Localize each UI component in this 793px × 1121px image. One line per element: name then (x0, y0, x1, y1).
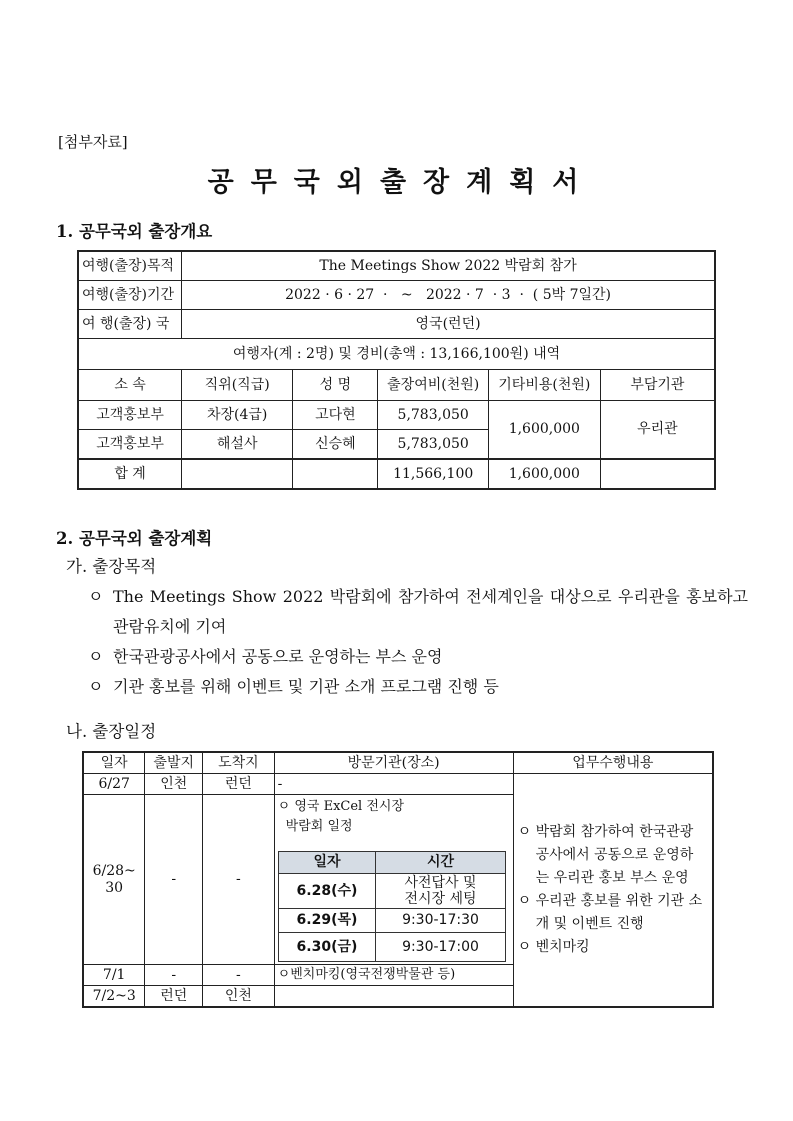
country-value: 영국(런던) (182, 310, 715, 339)
list-item (518, 821, 706, 890)
col-visit: 방문기관(장소) (274, 752, 513, 774)
bullet-mark: ㅇ (517, 893, 532, 909)
bullet-text: The Meetings Show 2022 박람회에 참가하여 전세계인을 대상으로 우리관을 홍보하고 관람유치에 기여 (113, 587, 748, 636)
col-payer: 부담기관 (600, 370, 715, 401)
table-row (78, 401, 715, 430)
bullet-text: 한국관광공사에서 공동으로 운영하는 부스 운영 (113, 647, 443, 666)
purpose-row (78, 251, 715, 281)
bullet-mark: ㅇ (517, 939, 532, 955)
cell-position: 차장(4급) (182, 401, 293, 430)
section2-heading: 2. 공무국외 출장계획 (56, 529, 213, 548)
cell-from: - (145, 795, 203, 965)
traveler-summary: 여행자(계 : 2명) 및 경비(총액 : 13,166,100원) 내역 (78, 339, 715, 370)
cell-travel-cost: 5,783,050 (378, 401, 488, 430)
cell-name: 고다현 (293, 401, 378, 430)
expo-date: 6.29(목) (278, 909, 376, 933)
col-dept: 소 속 (78, 370, 182, 401)
bullet-mark: ㅇ (88, 647, 104, 666)
cell-to: - (203, 795, 275, 965)
cell-to: 런던 (203, 774, 275, 795)
subsection-schedule: 나. 출장일정 (66, 722, 157, 741)
overview-table (77, 250, 716, 490)
table-row (278, 874, 505, 909)
expo-header-row (278, 852, 505, 874)
purpose-label: 여행(출장)목적 (78, 251, 182, 281)
column-header-row (78, 370, 715, 401)
cell-dept: 고객홍보부 (78, 430, 182, 460)
section1-heading: 1. 공무국외 출장개요 (56, 222, 213, 241)
col-other-cost: 기타비용(천원) (488, 370, 600, 401)
expo-time: 9:30-17:00 (376, 933, 505, 962)
country-row (78, 310, 715, 339)
table-row (278, 933, 505, 962)
schedule-table (82, 751, 714, 1008)
work-text: 벤치마킹 (535, 939, 590, 955)
visit-subtitle: 박람회 일정 (285, 819, 353, 834)
cell-from: 인천 (145, 774, 203, 795)
cell-to: - (203, 965, 275, 986)
cell-visit (274, 986, 513, 1008)
bullet-mark: ㅇ (517, 824, 532, 840)
document-title: 공무국외출장계획서 (207, 167, 596, 198)
schedule-header-row (83, 752, 713, 774)
total-travel-cost: 11,566,100 (378, 459, 488, 489)
purpose-value: The Meetings Show 2022 박람회 참가 (182, 251, 715, 281)
col-name: 성 명 (293, 370, 378, 401)
period-row (78, 281, 715, 310)
list-item (88, 642, 748, 672)
expo-date: 6.28(수) (278, 874, 376, 909)
cell-visit (274, 795, 513, 965)
cell-travel-cost: 5,783,050 (378, 430, 488, 460)
col-date: 일자 (83, 752, 145, 774)
period-value: 2022 · 6 · 27 · ~ 2022 · 7 · 3 · ( 5박 7일간) (182, 281, 715, 310)
expo-date: 6.30(금) (278, 933, 376, 962)
bullet-mark: ㅇ (88, 677, 104, 696)
total-label: 합 계 (78, 459, 182, 489)
col-position: 직위(직급) (182, 370, 293, 401)
expo-time: 사전답사 및 전시장 세팅 (376, 874, 505, 909)
total-row (78, 459, 715, 489)
schedule-row (83, 774, 713, 795)
list-item (518, 890, 706, 936)
expo-col-time: 시간 (376, 852, 505, 874)
cell-to: 인천 (203, 986, 275, 1008)
list-item (88, 672, 748, 702)
cell-from: - (145, 965, 203, 986)
cell-name: 신승혜 (293, 430, 378, 460)
visit-venue: ㅇ 영국 ExCel 전시장 (277, 799, 405, 814)
col-from: 출발지 (145, 752, 203, 774)
list-item (518, 936, 706, 959)
expo-col-date: 일자 (278, 852, 376, 874)
bullet-mark: ㅇ (88, 587, 104, 606)
purpose-bullet-list (88, 582, 748, 702)
work-text: 박람회 참가하여 한국관광공사에서 공동으로 운영하는 우리관 홍보 부스 운영 (535, 824, 694, 886)
bullet-text: 기관 홍보를 위해 이벤트 및 기관 소개 프로그램 진행 등 (113, 677, 499, 696)
period-label: 여행(출장)기간 (78, 281, 182, 310)
cell-date: 7/1 (83, 965, 145, 986)
subsection-purpose: 가. 출장목적 (66, 557, 157, 576)
cell-dept: 고객홍보부 (78, 401, 182, 430)
col-to: 도착지 (203, 752, 275, 774)
cell-other-cost: 1,600,000 (488, 401, 600, 460)
total-other-cost: 1,600,000 (488, 459, 600, 489)
cell-date: 7/2~3 (83, 986, 145, 1008)
cell-payer: 우리관 (600, 401, 715, 460)
col-travel-cost: 출장여비(천원) (378, 370, 488, 401)
cell-visit: - (274, 774, 513, 795)
cell-position: 해설사 (182, 430, 293, 460)
summary-row (78, 339, 715, 370)
work-content-cell (513, 774, 713, 1008)
list-item (88, 582, 748, 642)
expo-time: 9:30-17:30 (376, 909, 505, 933)
attachment-label: [첨부자료] (58, 133, 128, 151)
table-row (278, 909, 505, 933)
cell-date: 6/27 (83, 774, 145, 795)
expo-schedule-table (278, 851, 506, 962)
country-label: 여 행(출장) 국 (78, 310, 182, 339)
cell-visit: ㅇ벤치마킹(영국전쟁박물관 등) (274, 965, 513, 986)
col-work: 업무수행내용 (513, 752, 713, 774)
cell-date: 6/28~ 30 (83, 795, 145, 965)
cell-from: 런던 (145, 986, 203, 1008)
work-text: 우리관 홍보를 위한 기관 소개 및 이벤트 진행 (535, 893, 703, 932)
